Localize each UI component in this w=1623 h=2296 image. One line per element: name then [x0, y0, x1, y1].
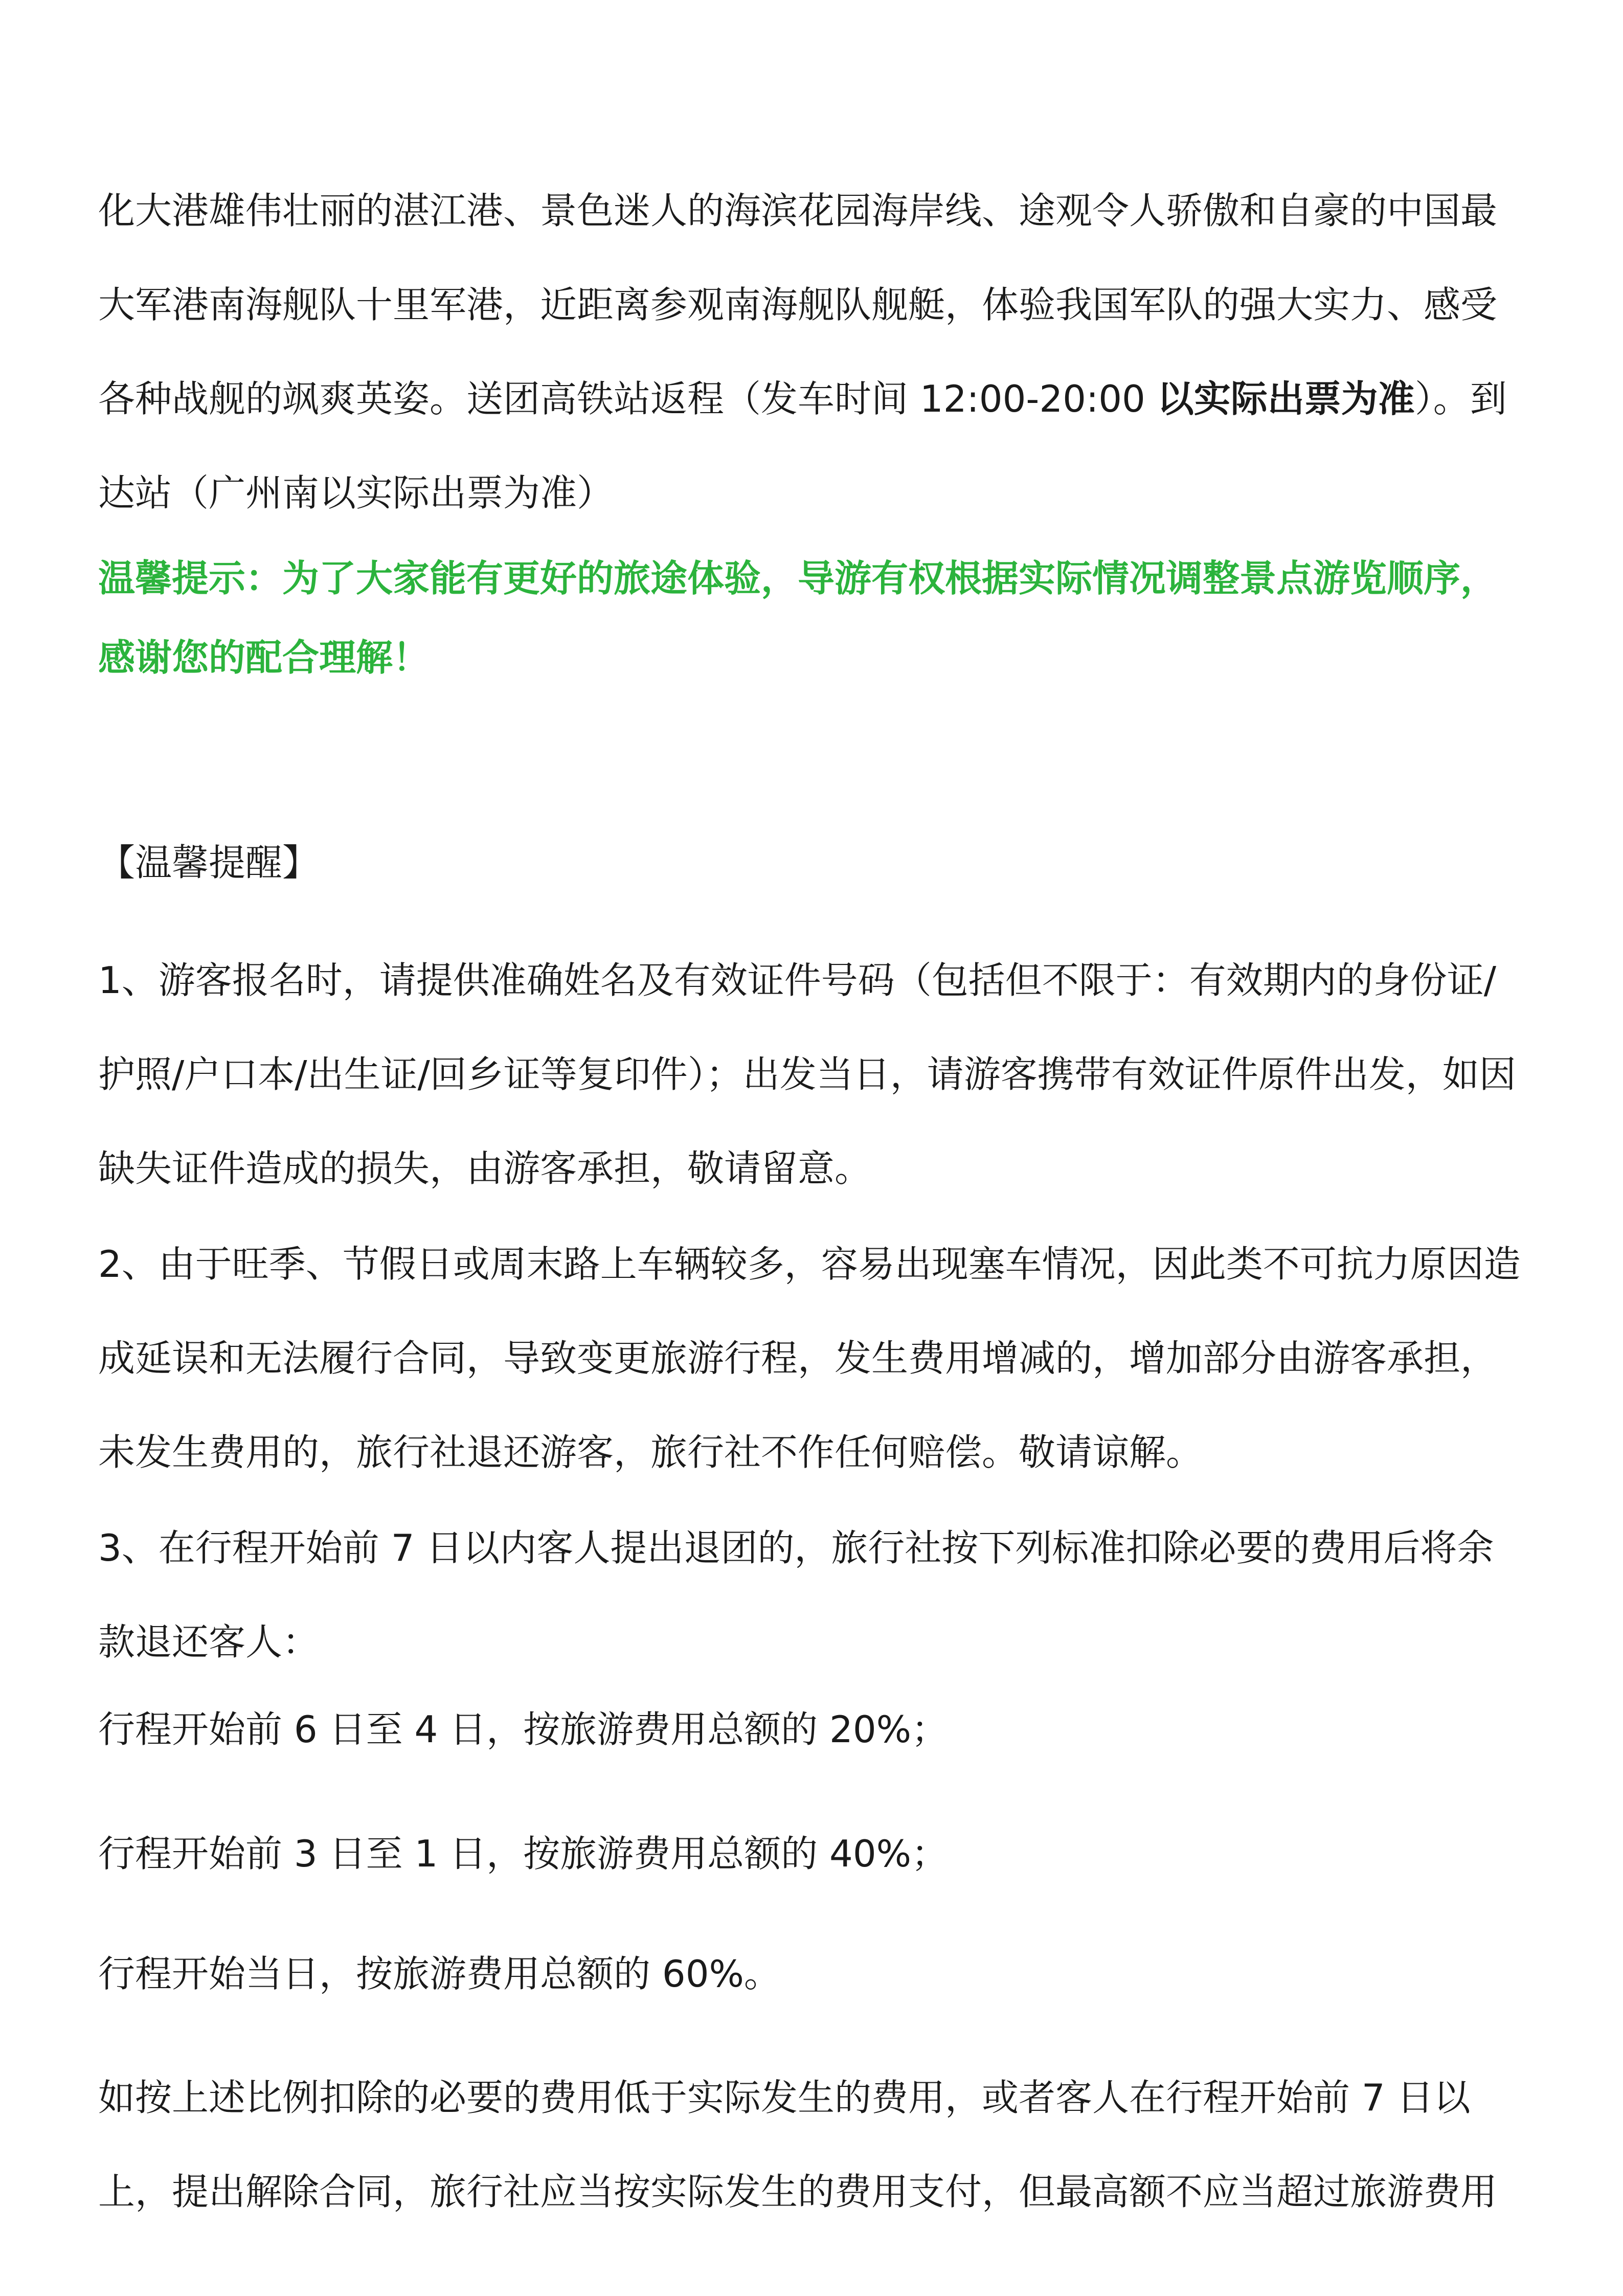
reminder-item-1: 1、游客报名时，请提供准确姓名及有效证件号码（包括但不限于：有效期内的身份证/护照/户口本/出生证/回乡证等复印件）；出发当日，请游客携带有效证件原件出发，如因缺失证件造成的损失，由游客承担，敬请留意。: [98, 959, 1516, 1190]
reminder-item-3: 3、在行程开始前 7 日以内客人提出退团的，旅行社按下列标准扣除必要的费用后将余款退还客人：: [98, 1526, 1494, 1663]
reminders-heading: 【温馨提醒】: [98, 841, 320, 884]
itinerary-paragraph: [98, 164, 1530, 540]
itinerary-text: 化大港雄伟壮丽的湛江港、景色迷人的海滨花园海岸线、途观令人骄傲和自豪的中国最大军港南海舰队十里军港，近距离参观南海舰队舰艇，体验我国军队的强大实力、感受各种战舰的飒爽英姿。送团高铁站返程（发车时间 12:00-20:00: [98, 189, 1498, 420]
warm-tip: 温馨提示：为了大家能有更好的旅途体验，导游有权根据实际情况调整景点游览顺序，感谢您的配合理解！: [98, 557, 1498, 679]
itinerary-bold-note: 以实际出票为准: [1157, 377, 1415, 420]
itinerary-text-end: ）。到达站（广州南以实际出票为准）: [98, 377, 1507, 514]
refund-rule-2: 行程开始前 3 日至 1 日，按旅游费用总额的 40%；: [98, 1832, 949, 1875]
refund-rule-1: 行程开始前 6 日至 4 日，按旅游费用总额的 20%；: [98, 1708, 949, 1751]
refund-rule-3: 行程开始当日，按旅游费用总额的 60%。: [98, 1952, 781, 1995]
refund-note: 如按上述比例扣除的必要的费用低于实际发生的费用，或者客人在行程开始前 7 日以上，提出解除合同，旅行社应当按实际发生的费用支付，但最高额不应当超过旅游费用: [98, 2076, 1498, 2213]
reminder-item-2: 2、由于旺季、节假日或周末路上车辆较多，容易出现塞车情况，因此类不可抗力原因造成延误和无法履行合同，导致变更旅游行程，发生费用增减的，增加部分由游客承担，未发生费用的，旅行社退还游客，旅行社不作任何赔偿。敬请谅解。: [98, 1243, 1521, 1474]
